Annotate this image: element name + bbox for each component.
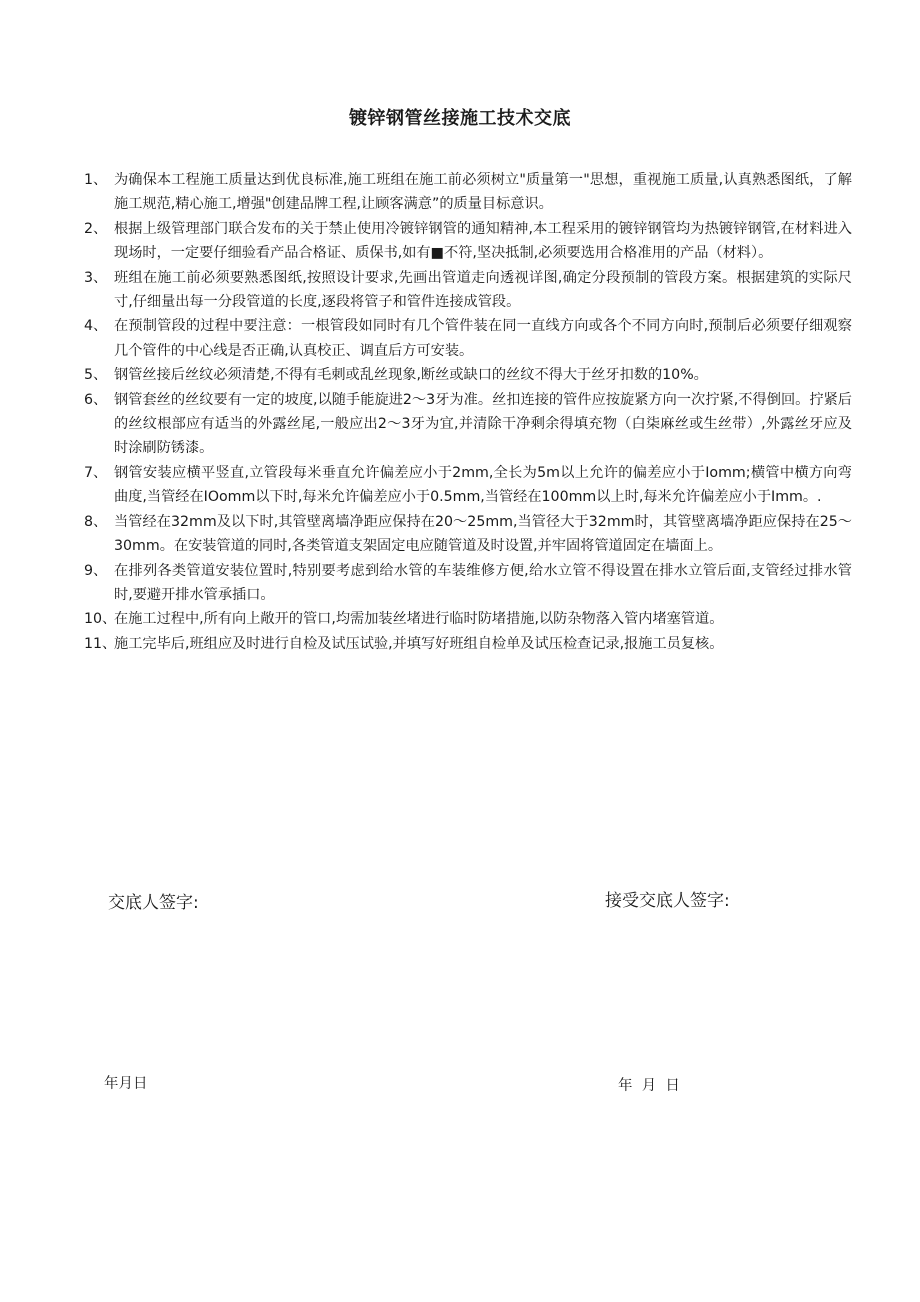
item-text: 钢管安装应横平竖直,立管段每米垂直允许偏差应小于2mm,全长为5m以上允许的偏差应小于Iomm;横管中横方向弯曲度,当管经在IOomm以下时,每米允许偏差应小于0.5mm,当管经在100mm以上时,每米允许偏差应小于Imm。.: [114, 464, 852, 506]
document-title: 镀锌钢管丝接施工技术交底: [349, 108, 571, 129]
list-item: [84, 314, 852, 363]
item-text: 钢管丝接后丝纹必须清楚,不得有毛刺或乱丝现象,断丝或缺口的丝纹不得大于丝牙扣数的10%。: [114, 367, 708, 384]
item-number: 8、: [84, 513, 108, 530]
disclosure-items-list: [84, 168, 852, 656]
list-item: [84, 461, 852, 510]
item-text: 为确保本工程施工质量达到优良标准,施工班组在施工前必须树立"质量第一"思想，重视施工质量,认真熟悉图纸，了解施工规范,精心施工,增强"创建品牌工程,让顾客满意”的质量目标意识。: [114, 172, 852, 213]
list-item: [84, 607, 852, 631]
item-number: 9、: [84, 562, 108, 579]
list-item: [84, 559, 852, 608]
item-text: 班组在施工前必须要熟悉图纸,按照设计要求,先画出管道走向透视详图,确定分段预制的管段方案。根据建筑的实际尺寸,仔细量出每一分段管道的长度,逐段将管子和管件连接成管段。: [114, 269, 852, 311]
item-text: 钢管套丝的丝纹要有一定的坡度,以随手能旋进2～3牙为准。丝扣连接的管件应按旋紧方向一次拧紧,不得倒回。拧紧后的丝纹根部应有适当的外露丝尾,一般应出2～3牙为宜,并清除干净剩余得填充物（白柒麻丝或生丝带）,外露丝牙应及时涂刷防锈漆。: [114, 391, 852, 457]
item-text: 当管经在32mm及以下时,其管壁离墙净距应保持在20～25mm,当管径大于32mm时，其管壁离墙净距应保持在25～30mm。在安装管道的同时,各类管道支架固定电应随管道及时设置,并牢固将管道固定在墙面上。: [114, 513, 852, 555]
list-item: [84, 632, 852, 656]
item-number: 6、: [84, 391, 108, 408]
recipient-signature-label: 接受交底人签字:: [605, 891, 730, 911]
discloser-date: 年月日: [104, 1076, 148, 1092]
list-item: [84, 510, 852, 559]
item-number: 1、: [84, 172, 108, 188]
item-number: 7、: [84, 464, 108, 481]
item-number: 5、: [84, 367, 108, 384]
recipient-date: 年 月 日: [618, 1078, 680, 1094]
list-item: [84, 217, 852, 266]
list-item: [84, 266, 852, 315]
item-number: 11、: [84, 635, 117, 652]
item-number: 3、: [84, 269, 108, 286]
item-text: 在施工过程中,所有向上敞开的管口,均需加装丝堵进行临时防堵措施,以防杂物落入管内堵塞管道。: [114, 611, 724, 628]
item-text: 施工完毕后,班组应及时进行自检及试压试验,并填写好班组自检单及试压检查记录,报施工员复核。: [114, 635, 724, 652]
item-text: 在预制管段的过程中要注意：一根管段如同时有几个管件装在同一直线方向或各个不同方向时,预制后必须要仔细观察几个管件的中心线是否正确,认真校正、调直后方可安装。: [114, 318, 852, 359]
item-number: 2、: [84, 220, 108, 237]
list-item: [84, 363, 852, 387]
item-number: 10、: [84, 611, 117, 628]
item-text: 根据上级管理部门联合发布的关于禁止使用冷镀锌钢管的通知精神,本工程采用的镀锌钢管均为热镀锌钢管,在材料进入现场时，一定要仔细验看产品合格证、质保书,如有■不符,坚决抵制,必须要选用合格准用的产品（材料）。: [114, 220, 852, 262]
list-item: [84, 388, 852, 461]
discloser-signature-label: 交底人签字:: [108, 893, 199, 913]
item-number: 4、: [84, 318, 108, 335]
item-text: 在排列各类管道安装位置时,特别要考虑到给水管的车装维修方便,给水立管不得设置在排水立管后面,支管经过排水管时,要避开排水管承插口。: [114, 562, 852, 603]
list-item: [84, 168, 852, 217]
